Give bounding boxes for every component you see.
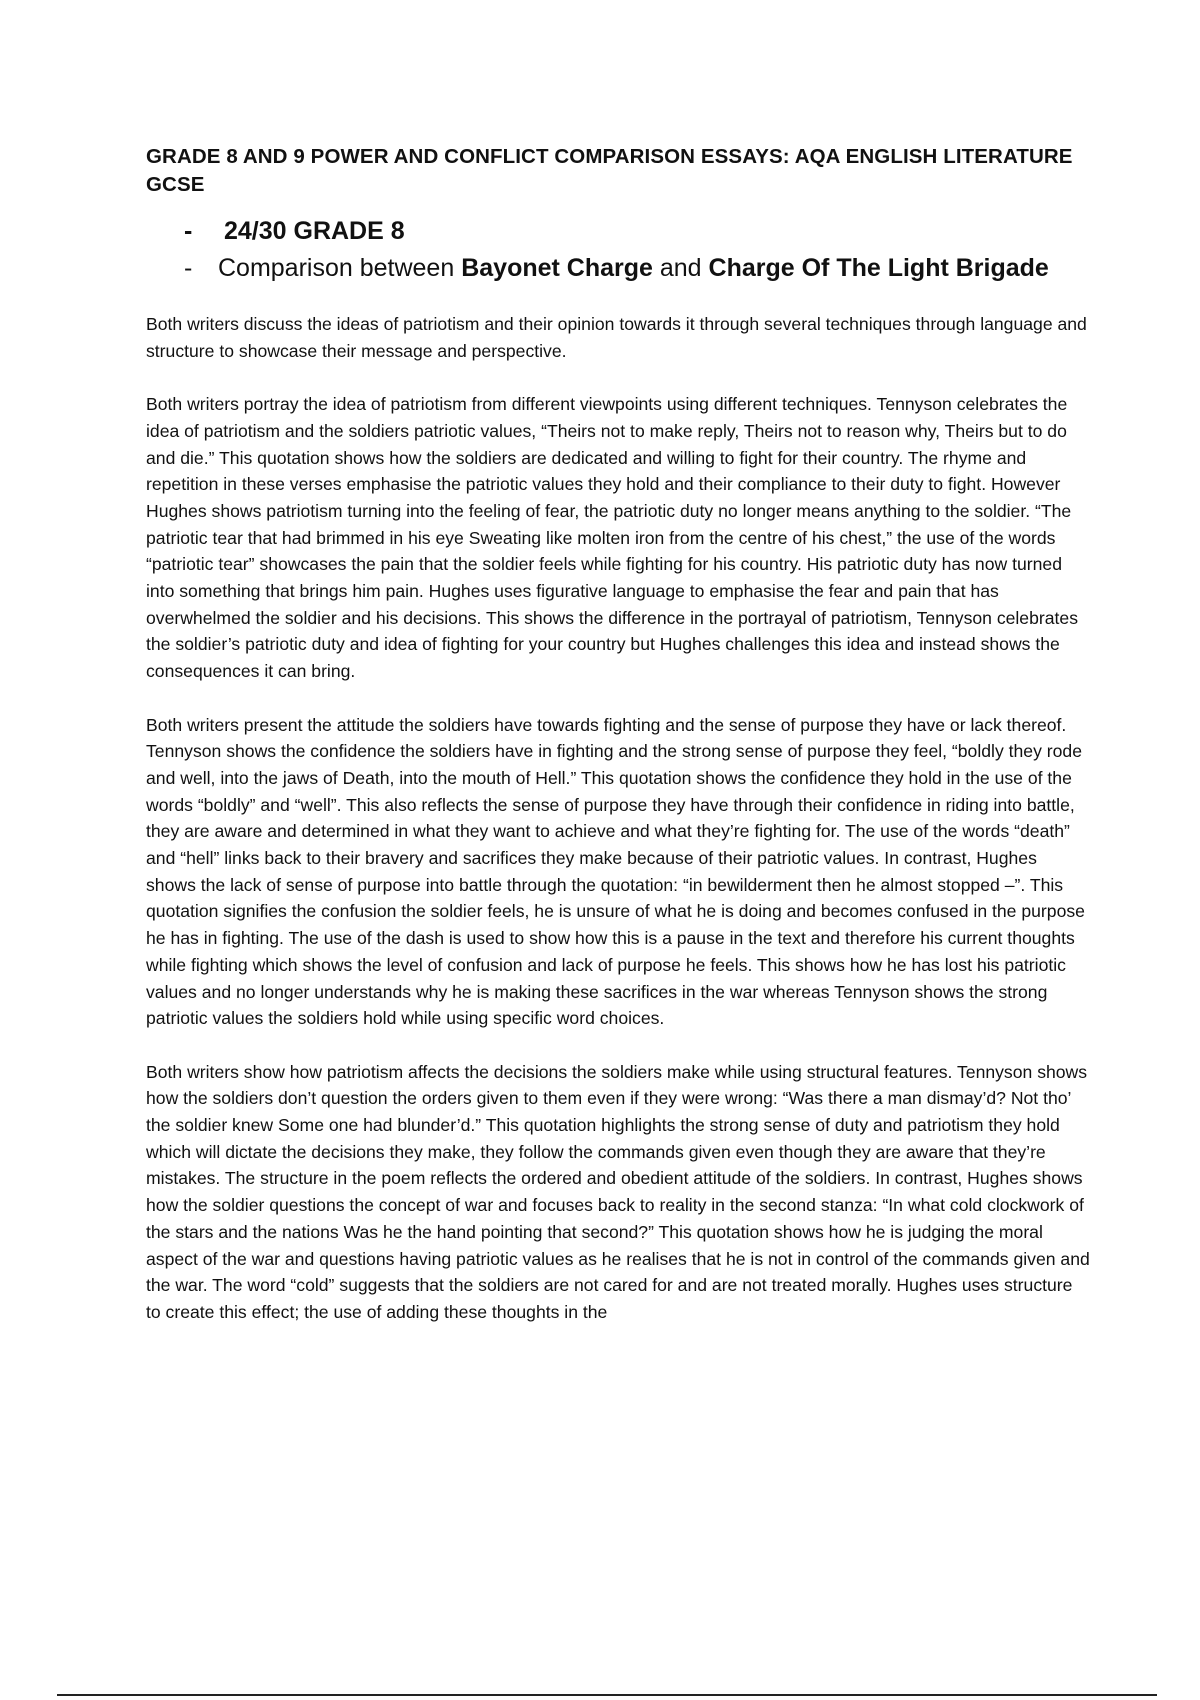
- essay-paragraph-purpose: Both writers present the attitude the soldiers have towards fighting and the sense of purpose they have or lack thereof. Tennyson shows the confidence the soldiers have in fighting and the strong sense of purpose they feel, “boldly they rode and well, into the jaws of Death, into the mouth of Hell.” This quotation shows the confidence they hold in the use of the words “boldly” and “well”. This also reflects the sense of purpose they have through their confidence in riding into battle, they are aware and determined in what they want to achieve and what they’re fighting for. The use of the words “death” and “hell” links back to their bravery and sacrifices they make because of their patriotic values. In contrast, Hughes shows the lack of sense of purpose into battle through the quotation: “in bewilderment then he almost stopped –”. This quotation signifies the confusion the soldier feels, he is unsure of what he is doing and becomes confused in the purpose he has in fighting. The use of the dash is used to show how this is a pause in the text and therefore his current thoughts while fighting which shows the level of confusion and lack of purpose he feels. This shows how he has lost his patriotic values and no longer understands why he is making these sacrifices in the war whereas Tennyson shows the strong patriotic values the soldiers hold while using specific word choices.: [146, 714, 1085, 1029]
- essay-paragraph-introduction: Both writers discuss the ideas of patriotism and their opinion towards it through several techniques through language and structure to showcase their message and perspective.: [146, 314, 1087, 361]
- poem-title-light-brigade: Charge Of The Light Brigade: [708, 254, 1049, 282]
- comparison-prefix: Comparison between: [218, 254, 462, 282]
- bullet-dash: -: [184, 254, 193, 282]
- poem-title-bayonet-charge: Bayonet Charge: [461, 254, 653, 282]
- comparison-joiner: and: [652, 254, 709, 282]
- grade-bullet: [146, 213, 1091, 250]
- document-body: [146, 143, 1091, 1326]
- bullet-dash: -: [184, 217, 193, 245]
- page-bottom-rule: [57, 1694, 1157, 1696]
- comparison-bullet: [146, 250, 1091, 287]
- document-title: GRADE 8 AND 9 POWER AND CONFLICT COMPARISON ESSAYS: AQA ENGLISH LITERATURE GCSE: [146, 145, 1073, 196]
- essay-paragraph-patriotism: Both writers portray the idea of patriotism from different viewpoints using different techniques. Tennyson celebrates the idea of patriotism and the soldiers patriotic values, “Theirs not to make reply, Theirs not to reason why, Theirs but to do and die.” This quotation shows how the soldiers are dedicated and willing to fight for their country. The rhyme and repetition in these verses emphasise the patriotic values they hold and their compliance to their duty to fight. However Hughes shows patriotism turning into the feeling of fear, the patriotic duty no longer means anything to the soldier. “The patriotic tear that had brimmed in his eye Sweating like molten iron from the centre of his chest,” the use of the words “patriotic tear” showcases the pain that the soldier feels while fighting for his country. His patriotic duty has now turned into something that brings him pain. Hughes uses figurative language to emphasise the fear and pain that has overwhelmed the soldier and his decisions. This shows the difference in the portrayal of patriotism, Tennyson celebrates the soldier’s patriotic duty and idea of fighting for your country but Hughes challenges this idea and instead shows the consequences it can bring.: [146, 394, 1078, 682]
- essay-info-list: [146, 213, 1091, 287]
- grade-score: 24/30 GRADE 8: [224, 217, 405, 245]
- essay-paragraph-decisions: Both writers show how patriotism affects the decisions the soldiers make while using structural features. Tennyson shows how the soldiers don’t question the orders given to them even if they were wrong: “Was there a man dismay’d? Not tho’ the soldier knew Some one had blunder’d.” This quotation highlights the strong sense of duty and patriotism they hold which will dictate the decisions they make, they follow the commands given even though they are aware that they’re mistakes. The structure in the poem reflects the ordered and obedient attitude of the soldiers. In contrast, Hughes shows how the soldier questions the concept of war and focuses back to reality in the second stanza: “In what cold clockwork of the stars and the nations Was he the hand pointing that second?” This quotation shows how he is judging the moral aspect of the war and questions having patriotic values as he realises that he is not in control of the commands given and the war. The word “cold” suggests that the soldiers are not cared for and are not treated morally. Hughes uses structure to create this effect; the use of adding these thoughts in the: [146, 1061, 1090, 1322]
